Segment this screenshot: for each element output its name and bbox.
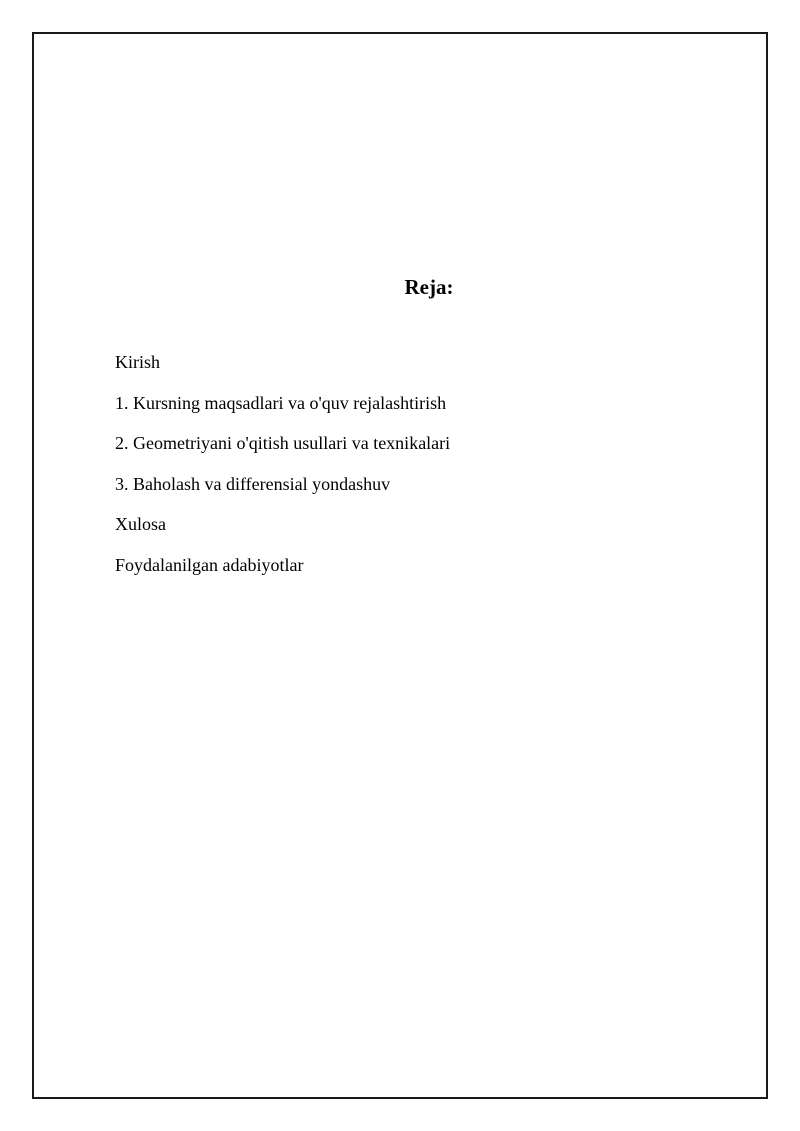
table-of-contents	[115, 351, 450, 594]
toc-item-xulosa: Xulosa	[115, 514, 166, 534]
toc-item-kirish: Kirish	[115, 352, 160, 372]
toc-item-adabiyotlar: Foydalanilgan adabiyotlar	[115, 554, 304, 575]
toc-item-section-1: 1. Kursning maqsadlari va o'quv rejalashtirish	[115, 392, 447, 413]
toc-item-section-2: 2. Geometriyani o'qitish usullari va texnikalari	[115, 433, 451, 453]
page-title: Reja:	[404, 275, 454, 299]
toc-item-section-3: 3. Baholash va differensial yondashuv	[115, 473, 391, 494]
